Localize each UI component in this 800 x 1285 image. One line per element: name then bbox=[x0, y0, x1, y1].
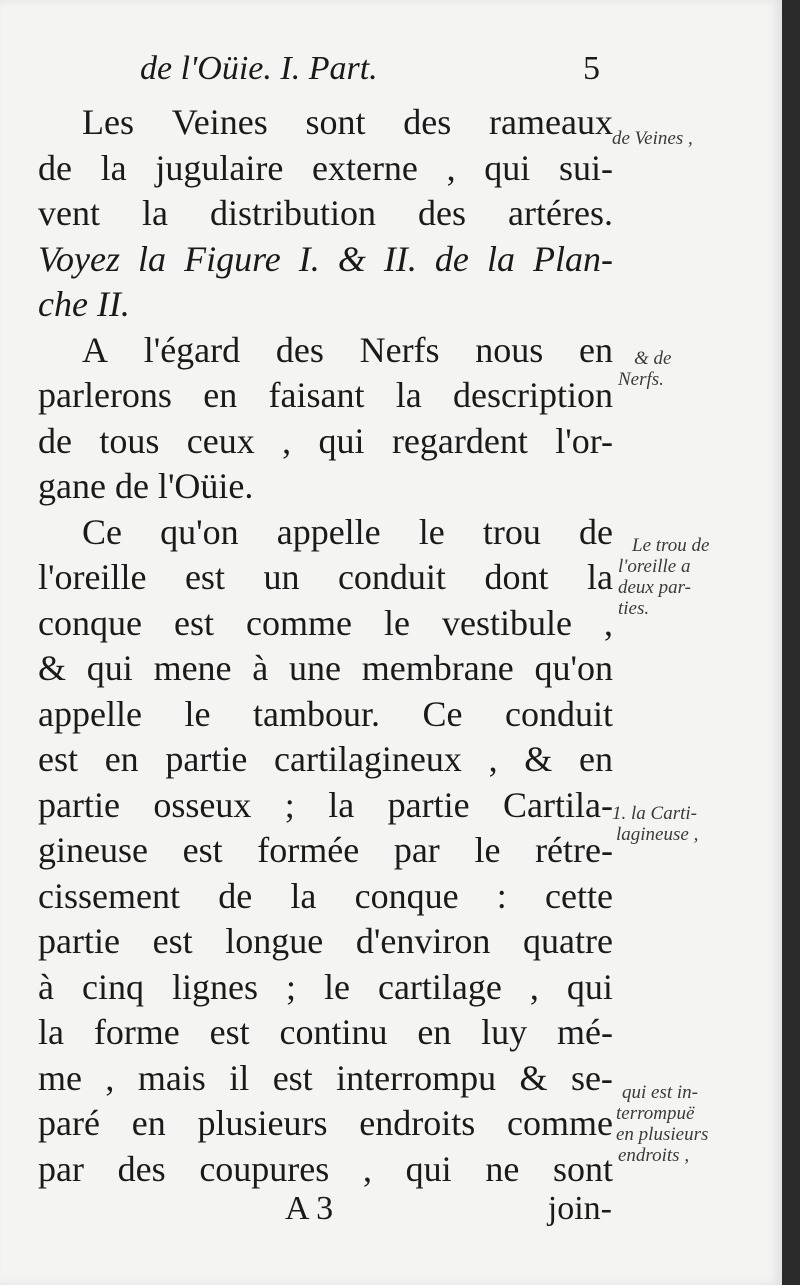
word: partie bbox=[38, 921, 120, 961]
word: de bbox=[38, 420, 72, 461]
word: la bbox=[486, 238, 515, 279]
word: en bbox=[417, 1012, 452, 1052]
word: Figure bbox=[184, 238, 281, 279]
margin-note-line: endroits , bbox=[618, 1145, 690, 1166]
margin-note bbox=[612, 803, 772, 845]
word: formée bbox=[257, 830, 360, 870]
word: est bbox=[38, 739, 78, 779]
word: la bbox=[290, 875, 317, 916]
word: artéres. bbox=[508, 193, 613, 233]
word: II. bbox=[383, 238, 417, 279]
word: des bbox=[275, 329, 324, 370]
word: est bbox=[272, 1057, 313, 1098]
margin-note bbox=[612, 535, 792, 619]
word: la bbox=[328, 784, 355, 825]
text-line bbox=[38, 419, 613, 465]
word: partie bbox=[387, 784, 470, 825]
word: comme bbox=[246, 602, 352, 643]
word: en bbox=[104, 739, 139, 779]
margin-note-line: l'oreille a bbox=[618, 556, 691, 577]
word: forme bbox=[93, 1012, 180, 1052]
word: faisant bbox=[268, 375, 365, 415]
word: , bbox=[529, 966, 539, 1007]
text-line bbox=[38, 328, 613, 374]
text-line bbox=[38, 737, 613, 783]
word: cette bbox=[545, 875, 613, 916]
word: en bbox=[579, 739, 613, 779]
word: conduit bbox=[337, 557, 446, 597]
word: en bbox=[203, 375, 238, 415]
word: sont bbox=[305, 102, 366, 142]
word: , bbox=[603, 602, 613, 643]
word: la bbox=[142, 193, 168, 233]
word: à bbox=[252, 648, 269, 688]
text-line bbox=[38, 237, 613, 283]
word: qui bbox=[405, 1148, 452, 1189]
word: le bbox=[418, 511, 445, 552]
word: est bbox=[173, 602, 214, 643]
word: sui- bbox=[559, 147, 613, 188]
word: des bbox=[418, 193, 467, 233]
word: , bbox=[488, 739, 498, 779]
word: conque bbox=[354, 875, 459, 916]
margin-note-line: Nerfs. bbox=[618, 369, 664, 390]
text-line bbox=[38, 373, 613, 419]
word: comme bbox=[506, 1103, 613, 1143]
text-line bbox=[38, 646, 613, 692]
word: par bbox=[393, 830, 440, 870]
margin-note-line: en plusieurs bbox=[616, 1124, 709, 1145]
word: : bbox=[496, 875, 507, 916]
word: paré bbox=[38, 1103, 100, 1143]
word: à bbox=[38, 966, 54, 1007]
word: vent bbox=[38, 193, 100, 233]
word: le bbox=[474, 830, 501, 870]
word: me bbox=[38, 1057, 82, 1098]
text-line bbox=[38, 828, 613, 874]
word: la bbox=[138, 238, 167, 279]
word: est bbox=[184, 557, 225, 597]
word: gineuse bbox=[38, 830, 148, 870]
word: de bbox=[434, 238, 469, 279]
word: l'or- bbox=[555, 420, 613, 461]
word: interrompu bbox=[336, 1057, 497, 1098]
word: l'oreille bbox=[38, 557, 147, 597]
word: appelle bbox=[276, 511, 381, 552]
word: est bbox=[152, 921, 193, 961]
word: sont bbox=[552, 1148, 613, 1189]
margin-note-line: lagineuse , bbox=[616, 824, 699, 845]
word: tous bbox=[99, 420, 160, 461]
text-line bbox=[38, 692, 613, 738]
margin-note-line: terrompuë bbox=[616, 1103, 695, 1124]
word: Ce bbox=[422, 693, 463, 734]
text-line bbox=[38, 874, 613, 920]
text-line bbox=[38, 1010, 613, 1056]
word: rétre- bbox=[535, 830, 613, 870]
word: Nerfs bbox=[359, 329, 440, 370]
word: de bbox=[218, 875, 253, 916]
word: le bbox=[323, 966, 350, 1007]
word: conque bbox=[38, 602, 142, 643]
word: nous bbox=[475, 329, 544, 370]
margin-note-line: qui est in- bbox=[622, 1082, 698, 1103]
word: qui bbox=[86, 648, 133, 688]
word: qu'on bbox=[160, 511, 239, 552]
word: ne bbox=[485, 1148, 520, 1189]
word: , bbox=[362, 1148, 372, 1189]
margin-note bbox=[612, 1082, 782, 1166]
margin-note-line: Le trou de bbox=[632, 535, 710, 556]
word: & bbox=[337, 238, 366, 279]
word: ceux bbox=[186, 420, 255, 461]
text-line bbox=[38, 100, 613, 146]
margin-note-line: & de bbox=[634, 348, 672, 369]
word: mé- bbox=[557, 1012, 613, 1052]
text-line: gane de l'Oüie. bbox=[38, 466, 254, 506]
word: osseux bbox=[153, 784, 252, 825]
word: Cartila- bbox=[503, 784, 613, 825]
word: le bbox=[184, 693, 211, 734]
word: I. bbox=[298, 238, 320, 279]
word: A bbox=[82, 329, 108, 370]
text-line bbox=[38, 1101, 613, 1147]
word: endroits bbox=[359, 1103, 476, 1143]
word: Plan- bbox=[533, 238, 613, 279]
word: l'égard bbox=[143, 329, 241, 370]
word: ; bbox=[284, 784, 295, 825]
word: distribution bbox=[210, 193, 377, 233]
word: membrane bbox=[361, 648, 514, 688]
word: coupures bbox=[199, 1148, 330, 1189]
word: qui bbox=[566, 966, 613, 1007]
word: rameaux bbox=[489, 102, 613, 142]
text-line bbox=[38, 191, 613, 237]
word: partie bbox=[38, 784, 120, 825]
word: mene bbox=[153, 648, 232, 688]
text-line bbox=[38, 146, 613, 192]
word: & bbox=[524, 739, 553, 779]
margin-notes bbox=[612, 0, 777, 1285]
word: d'environ bbox=[355, 921, 491, 961]
text-line: che II. bbox=[38, 284, 130, 324]
word: qui bbox=[484, 147, 531, 188]
word: il bbox=[229, 1057, 250, 1098]
word: des bbox=[117, 1148, 166, 1189]
word: en bbox=[131, 1103, 166, 1143]
page-footer bbox=[0, 1190, 612, 1240]
margin-note-line: de Veines , bbox=[612, 128, 693, 149]
signature-mark: A 3 bbox=[285, 1190, 334, 1227]
word: longue bbox=[225, 921, 324, 961]
word: conduit bbox=[504, 693, 613, 734]
text-line bbox=[38, 601, 613, 647]
word: continu bbox=[279, 1012, 388, 1052]
word: cinq bbox=[81, 966, 144, 1007]
word: , bbox=[105, 1057, 115, 1098]
word: qu'on bbox=[534, 648, 613, 688]
word: regardent bbox=[391, 420, 528, 461]
word: plusieurs bbox=[197, 1103, 328, 1143]
word: est bbox=[209, 1012, 250, 1052]
margin-note-line: deux par- bbox=[618, 577, 691, 598]
word: ; bbox=[285, 966, 296, 1007]
word: tambour. bbox=[252, 693, 380, 734]
body-text bbox=[38, 100, 613, 1192]
word: un bbox=[263, 557, 300, 597]
catchword: join- bbox=[547, 1190, 612, 1227]
word: partie bbox=[165, 739, 248, 779]
word: luy bbox=[481, 1012, 528, 1052]
word: par bbox=[38, 1148, 84, 1189]
margin-note-line: 1. la Carti- bbox=[612, 803, 697, 824]
word: Les bbox=[82, 102, 134, 142]
text-line bbox=[38, 783, 613, 829]
word: cartilagineux bbox=[274, 739, 462, 779]
word: qui bbox=[318, 420, 365, 461]
word: cartilage bbox=[377, 966, 502, 1007]
running-header bbox=[140, 50, 610, 94]
word: de bbox=[38, 147, 72, 188]
word: en bbox=[579, 329, 613, 370]
margin-note-line: ties. bbox=[618, 598, 650, 619]
margin-note bbox=[612, 128, 772, 149]
word: description bbox=[453, 375, 613, 415]
word: appelle bbox=[38, 693, 142, 734]
word: vestibule bbox=[441, 602, 572, 643]
book-gutter bbox=[782, 0, 800, 1285]
word: de bbox=[578, 511, 613, 552]
word: Ce bbox=[82, 511, 122, 552]
word: la bbox=[586, 557, 613, 597]
word: cissement bbox=[38, 875, 180, 916]
running-title: de l'Oüie. I. Part. bbox=[140, 50, 378, 87]
text-line bbox=[38, 1056, 613, 1102]
word: est bbox=[182, 830, 223, 870]
text-line bbox=[38, 1147, 613, 1193]
word: Voyez bbox=[38, 238, 120, 279]
text-line bbox=[38, 919, 613, 965]
word: mais bbox=[137, 1057, 206, 1098]
text-line bbox=[38, 965, 613, 1011]
margin-note bbox=[612, 348, 794, 390]
word: une bbox=[289, 648, 342, 688]
word: des bbox=[403, 102, 452, 142]
word: dont bbox=[484, 557, 549, 597]
word: lignes bbox=[171, 966, 258, 1007]
word: trou bbox=[482, 511, 541, 552]
word: la bbox=[100, 147, 127, 188]
word: se- bbox=[570, 1057, 613, 1098]
word: jugulaire bbox=[155, 147, 284, 188]
word: externe bbox=[311, 147, 418, 188]
word: Veines bbox=[171, 102, 268, 142]
word: & bbox=[38, 648, 67, 688]
page-number: 5 bbox=[583, 50, 600, 87]
word: , bbox=[446, 147, 456, 188]
word: le bbox=[383, 602, 410, 643]
word: la bbox=[395, 375, 422, 415]
word: & bbox=[519, 1057, 548, 1098]
text-line bbox=[38, 555, 613, 601]
word: quatre bbox=[523, 921, 613, 961]
word: la bbox=[38, 1012, 64, 1052]
word: , bbox=[282, 420, 292, 461]
word: parlerons bbox=[38, 375, 172, 415]
text-line bbox=[38, 510, 613, 556]
